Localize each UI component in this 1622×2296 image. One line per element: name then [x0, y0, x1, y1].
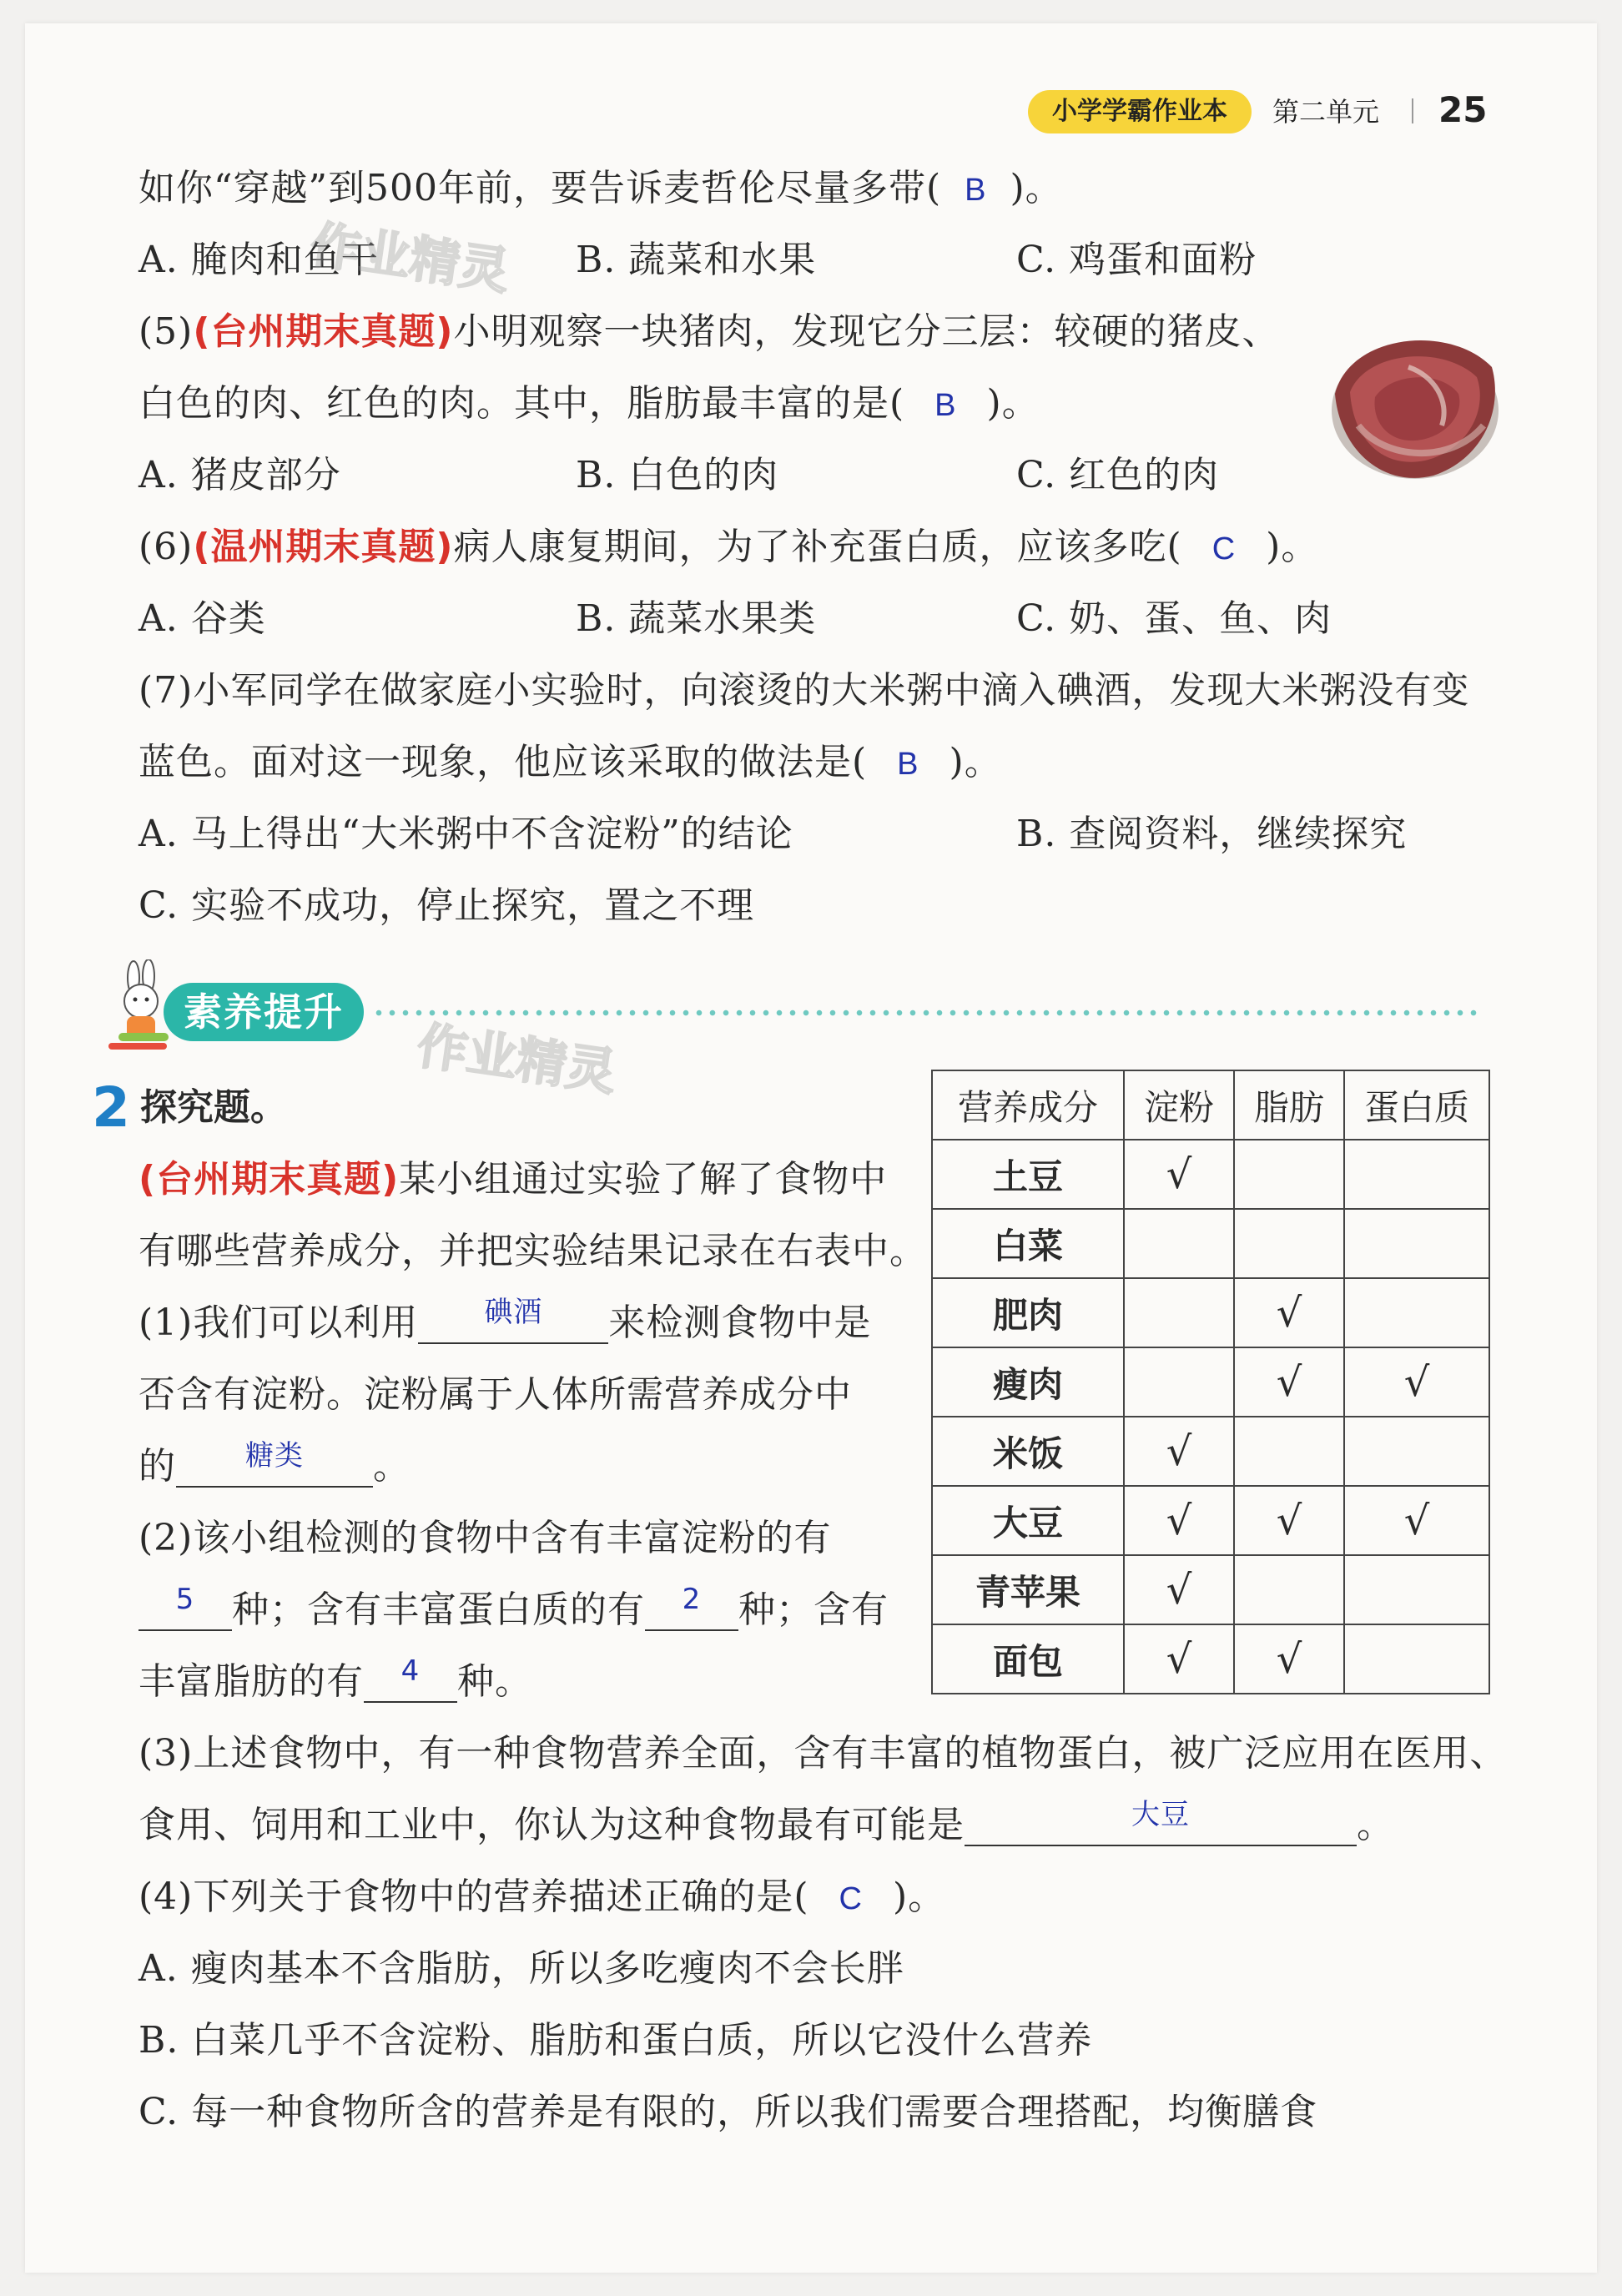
answer-blank: [965, 1798, 1357, 1846]
food-name: 土豆: [932, 1140, 1124, 1209]
question-text: 如你“穿越”到500年前，要告诉麦哲伦尽量多带(: [139, 167, 942, 209]
check-cell: [1344, 1417, 1489, 1486]
header-divider: [1412, 98, 1413, 123]
option-c: C. 鸡蛋和面粉: [1016, 239, 1257, 281]
option-a: A. 瘦肉基本不含脂肪，所以多吃瘦肉不会长胖: [139, 1947, 904, 1990]
question-7-line2: [139, 738, 1002, 789]
check-cell: √: [1124, 1624, 1234, 1694]
answer-mark: B: [965, 173, 987, 208]
dotted-divider: [372, 1010, 1478, 1016]
question-text: 来检测食物中是: [608, 1302, 872, 1344]
q2-intro-line1: [139, 1155, 887, 1205]
q2-part2-line2: [139, 1585, 889, 1635]
question-text: 某小组通过实验了解了食物中: [399, 1158, 888, 1201]
answer-blank: [139, 1583, 232, 1631]
check-cell: √: [1234, 1347, 1344, 1417]
source-tag: (台州期末真题): [139, 1158, 400, 1201]
question-text: 小明观察一块猪肉，发现它分三层：较硬的猪皮、: [453, 310, 1280, 353]
check-cell: [1344, 1209, 1489, 1278]
check-cell: [1124, 1278, 1234, 1347]
table-row: [932, 1209, 1489, 1278]
answer-mark: B: [897, 747, 919, 782]
question-text: 。: [373, 1445, 411, 1488]
question-5-line1: [139, 307, 1280, 357]
question-text: 白色的肉、红色的肉。其中，脂肪最丰富的是(: [139, 382, 905, 425]
q2-part1-line3: [139, 1439, 411, 1492]
answer-text: 碘酒: [484, 1296, 543, 1329]
answer-blank: [645, 1583, 738, 1631]
column-header: 营养成分: [932, 1070, 1124, 1140]
check-cell: [1124, 1209, 1234, 1278]
table-row: [932, 1624, 1489, 1694]
check-cell: √: [1344, 1486, 1489, 1555]
question-text: 。: [1357, 1804, 1394, 1846]
check-cell: √: [1124, 1486, 1234, 1555]
watermark: 作业精灵: [306, 215, 514, 302]
q2-part2-line3: [139, 1654, 532, 1707]
answer-text: 糖类: [245, 1439, 304, 1473]
column-header: 蛋白质: [1344, 1070, 1489, 1140]
check-cell: [1344, 1555, 1489, 1624]
option-a: A. 谷类: [139, 597, 266, 640]
question-text: 种。: [457, 1660, 532, 1703]
nutrition-table: [931, 1070, 1490, 1694]
answer-mark: B: [934, 388, 957, 423]
q2-intro-line2: 有哪些营养成分，并把实验结果记录在右表中。: [139, 1230, 927, 1272]
check-cell: √: [1124, 1555, 1234, 1624]
question-text: 种；含有: [738, 1589, 889, 1631]
check-cell: [1124, 1347, 1234, 1417]
table-row: [932, 1278, 1489, 1347]
food-name: 面包: [932, 1624, 1124, 1694]
question-2-title: 探究题。: [140, 1086, 287, 1129]
question-6-stem: [139, 522, 1318, 574]
book-title-badge: 小学学霸作业本: [1028, 90, 1252, 133]
option-a: A. 腌肉和鱼干: [139, 239, 379, 281]
answer-blank: [364, 1654, 457, 1703]
food-name: 青苹果: [932, 1555, 1124, 1624]
check-cell: [1234, 1140, 1344, 1209]
table-row: [932, 1555, 1489, 1624]
column-header: 淀粉: [1124, 1070, 1234, 1140]
q2-part2-line1: (2)该小组检测的食物中含有丰富淀粉的有: [139, 1517, 832, 1559]
food-name: 肥肉: [932, 1278, 1124, 1347]
question-text: 丰富脂肪的有: [139, 1660, 364, 1703]
food-name: 白菜: [932, 1209, 1124, 1278]
option-b: B. 白色的肉: [576, 454, 779, 496]
question-5-line2: [139, 379, 1040, 430]
answer-text: 2: [682, 1583, 702, 1616]
question-text: 蓝色。面对这一现象，他应该采取的做法是(: [139, 741, 868, 783]
table-row: [932, 1486, 1489, 1555]
option-b: B. 白菜几乎不含淀粉、脂肪和蛋白质，所以它没什么营养: [139, 2019, 1093, 2062]
check-cell: √: [1234, 1486, 1344, 1555]
option-b: B. 查阅资料，继续探究: [1016, 813, 1408, 855]
pork-meat-image: [1325, 317, 1504, 491]
answer-blank: [418, 1296, 608, 1344]
check-cell: [1234, 1555, 1344, 1624]
question-text: (1)我们可以利用: [139, 1302, 419, 1344]
question-text: 食用、饲用和工业中，你认为这种食物最有可能是: [139, 1804, 965, 1846]
question-text: )。: [892, 1876, 946, 1918]
source-tag: (台州期末真题): [193, 310, 454, 353]
watermark: 作业精灵: [413, 1016, 621, 1103]
answer-mark: C: [1211, 531, 1237, 566]
option-b: B. 蔬菜水果类: [576, 597, 817, 640]
question-text: 病人康复期间，为了补充蛋白质，应该多吃(: [453, 526, 1182, 568]
option-c: C. 实验不成功，停止探究，置之不理: [139, 884, 755, 927]
q2-part3-line2: [139, 1800, 1394, 1850]
question-text: )。: [1266, 526, 1319, 568]
question-text: )。: [949, 741, 1002, 783]
food-name: 米饭: [932, 1417, 1124, 1486]
question-text: 种；含有丰富蛋白质的有: [232, 1589, 645, 1631]
table-row: [932, 1417, 1489, 1486]
food-name: 大豆: [932, 1486, 1124, 1555]
q2-part3-line1: (3)上述食物中，有一种食物营养全面，含有丰富的植物蛋白，被广泛应用在医用、: [139, 1732, 1508, 1775]
question-number: (6): [139, 526, 194, 568]
check-cell: [1344, 1624, 1489, 1694]
check-cell: √: [1344, 1347, 1489, 1417]
q2-part4-stem: [139, 1872, 945, 1924]
answer-text: 大豆: [1131, 1798, 1190, 1831]
answer-mark: C: [839, 1881, 863, 1916]
question-number: (5): [139, 310, 194, 353]
option-c: C. 奶、蛋、鱼、肉: [1016, 597, 1332, 640]
answer-text: 4: [400, 1654, 421, 1688]
q2-part1-line1: [139, 1298, 871, 1348]
food-name: 瘦肉: [932, 1347, 1124, 1417]
check-cell: [1344, 1278, 1489, 1347]
check-cell: [1234, 1417, 1344, 1486]
table-row: [932, 1347, 1489, 1417]
option-c: C. 红色的肉: [1016, 454, 1220, 496]
check-cell: √: [1124, 1417, 1234, 1486]
table-header-row: [932, 1070, 1489, 1140]
question-text: 的: [139, 1445, 176, 1488]
q2-part1-line2: 否含有淀粉。淀粉属于人体所需营养成分中: [139, 1373, 852, 1416]
option-c: C. 每一种食物所含的营养是有限的，所以我们需要合理搭配，均衡膳食: [139, 2091, 1318, 2133]
check-cell: [1344, 1140, 1489, 1209]
answer-blank: [176, 1439, 373, 1488]
question-text: )。: [1010, 167, 1063, 209]
question-text: (4)下列关于食物中的营养描述正确的是(: [139, 1876, 809, 1918]
check-cell: √: [1234, 1624, 1344, 1694]
option-b: B. 蔬菜和水果: [576, 239, 817, 281]
column-header: 脂肪: [1234, 1070, 1344, 1140]
option-a: A. 马上得出“大米粥中不含淀粉”的结论: [139, 813, 793, 855]
page-number: 25: [1438, 89, 1488, 130]
section-banner: 素养提升: [164, 983, 364, 1041]
source-tag: (温州期末真题): [193, 526, 454, 568]
question-7-line1: (7)小军同学在做家庭小实验时，向滚烫的大米粥中滴入碘酒，发现大米粥没有变: [139, 669, 1470, 712]
answer-text: 5: [175, 1583, 195, 1616]
question-2-number: 2: [92, 1075, 130, 1140]
check-cell: [1234, 1209, 1344, 1278]
table-row: [932, 1140, 1489, 1209]
question-text: )。: [986, 382, 1040, 425]
unit-label: 第二单元: [1272, 96, 1380, 128]
option-a: A. 猪皮部分: [139, 454, 341, 496]
question-4-stem: [139, 164, 1063, 215]
check-cell: √: [1234, 1278, 1344, 1347]
check-cell: √: [1124, 1140, 1234, 1209]
